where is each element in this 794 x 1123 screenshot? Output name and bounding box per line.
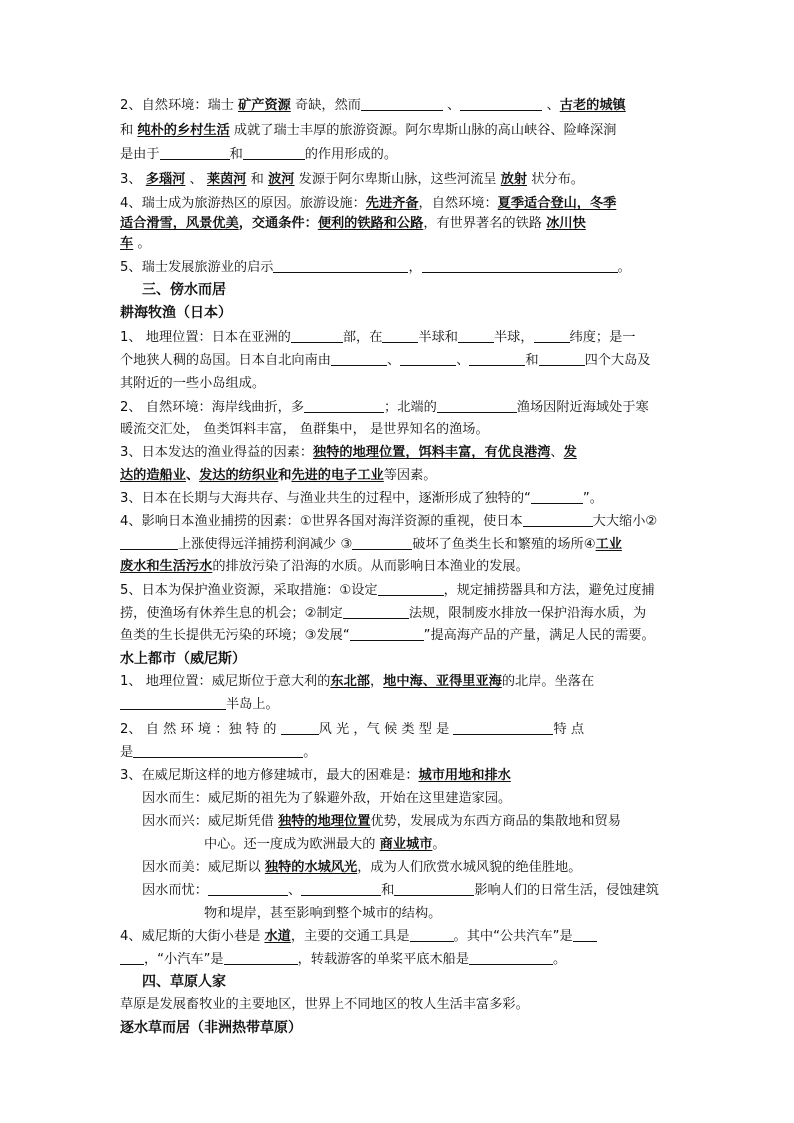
- blank[interactable]: [350, 626, 424, 641]
- line-japan-laws: 捞，使渔场有休养生息的机会；②制定 法规，限制废水排放一保护沿海水质，为: [120, 606, 647, 621]
- line-venice-streets: 4、威尼斯的大街小巷是 水道，主要的交通工具是 。其中“公共汽车”是: [120, 927, 597, 947]
- line-swiss-nature: 2、自然环境：瑞士 矿产资源 奇缺，然而 、 、古老的城镇: [120, 98, 626, 113]
- line-japan-culture: 3、日本在长期与大海共存、与渔业共生的过程中，逐渐形成了独特的“ ”。: [120, 491, 603, 506]
- blank[interactable]: [539, 351, 585, 366]
- blank[interactable]: [469, 351, 525, 366]
- blank[interactable]: [531, 489, 583, 504]
- blank[interactable]: [534, 328, 570, 343]
- line-japan-location: 1、 地理位置：日本在亚洲的 部，在 半球和 半球， 纬度；是一: [120, 330, 636, 345]
- blank[interactable]: [120, 950, 144, 965]
- line-venice-beauty: 因水而美：威尼斯以 独特的水城风光，成为人们欣赏水城风貌的绝佳胜地。: [142, 860, 582, 875]
- blank[interactable]: [281, 720, 319, 735]
- line-japan-measures: 5、日本为保护渔业资源，采取措施：①设定 ，规定捕捞器具和方法，避免过度捕: [120, 583, 655, 598]
- blank[interactable]: [160, 145, 230, 160]
- line-venice-born: 因水而生：威尼斯的祖先为了躲避外敌，开始在这里建造家园。: [142, 791, 512, 806]
- blank[interactable]: [469, 950, 553, 965]
- line-venice-climate: 是 。: [120, 745, 317, 760]
- line-japan-nature: 2、 自然环境：海岸线曲折，多 ；北端的 渔场因附近海域处于寒: [120, 400, 649, 415]
- section-heading-grassland: 四、草原人家: [142, 974, 226, 990]
- line-japan-fishery: 暖流交汇处， 鱼类饵料丰富， 鱼群集中， 是世界知名的渔场。: [120, 422, 489, 437]
- blank[interactable]: [573, 927, 597, 942]
- line-swiss-rural: 和 纯朴的乡村生活 成就了瑞士丰厚的旅游资源。阿尔卑斯山脉的高山峡谷、险峰深涧: [120, 123, 617, 138]
- line-grassland-intro: 草原是发展畜牧业的主要地区，世界上不同地区的牧人生活丰富多彩。: [120, 997, 529, 1012]
- blank[interactable]: [361, 96, 443, 111]
- line-japan-islands: 个地狭人稠的岛国。日本自北向南由 、 、 和 四个大岛及: [120, 353, 651, 368]
- line-japan-industries: 达的造船业、发达的纺织业和先进的电子工业等因素。: [120, 468, 437, 483]
- subheading-japan: 耕海牧渔（日本）: [120, 305, 232, 321]
- line-venice-center: 中心。还一度成为欧洲最大的 商业城市。: [204, 837, 446, 852]
- line-venice-prosper: 因水而兴：威尼斯凭借 独特的地理位置优势，发展成为东西方商品的集散地和贸易: [142, 814, 621, 829]
- line-swiss-lesson: 5、瑞士发展旅游业的启示 ， 。: [120, 260, 631, 275]
- section-heading-waterside: 三、傍水而居: [142, 282, 226, 298]
- blank[interactable]: [453, 720, 553, 735]
- blank[interactable]: [133, 743, 303, 758]
- line-swiss-transport: 适合滑雪，风景优美，交通条件：便利的铁路和公路，有世界著名的铁路 冰川快: [120, 216, 586, 231]
- blank[interactable]: [394, 881, 474, 896]
- line-swiss-tourism: 4、瑞士成为旅游热区的原因。旅游设施：先进齐备，自然环境：夏季适合登山，冬季: [120, 196, 617, 211]
- line-japan-influences: 4、影响日本渔业捕捞的因素：①世界各国对海洋资源的重视，使日本 大大缩小②: [120, 514, 658, 529]
- line-venice-peninsula: 半岛上。: [120, 695, 279, 715]
- blank[interactable]: [410, 927, 454, 942]
- blank[interactable]: [273, 258, 408, 273]
- line-venice-worry: 因水而忧： 、 和 影响人们的日常生活，侵蚀建筑: [142, 883, 659, 898]
- line-venice-location: 1、 地理位置：威尼斯位于意大利的东北部，地中海、亚得里亚海的北岸。坐落在: [120, 674, 595, 689]
- blank[interactable]: [224, 950, 298, 965]
- blank[interactable]: [304, 398, 384, 413]
- line-venice-difficulty: 3、在威尼斯这样的地方修建城市，最大的困难是：城市用地和排水: [120, 768, 511, 783]
- blank[interactable]: [301, 881, 381, 896]
- line-japan-wastewater: 废水和生活污水的排放污染了沿海的水质。从而影响日本渔业的发展。: [120, 559, 529, 574]
- blank[interactable]: [460, 96, 542, 111]
- blank[interactable]: [343, 604, 409, 619]
- blank[interactable]: [378, 581, 444, 596]
- blank[interactable]: [458, 328, 494, 343]
- blank[interactable]: [120, 695, 226, 710]
- blank[interactable]: [291, 328, 343, 343]
- blank[interactable]: [422, 258, 618, 273]
- line-japan-pollution: 上涨使得远洋捕捞利润减少 ③ 破坏了鱼类生长和繁殖的场所④工业: [120, 535, 622, 555]
- blank[interactable]: [400, 351, 456, 366]
- blank[interactable]: [523, 512, 593, 527]
- blank[interactable]: [437, 398, 517, 413]
- blank[interactable]: [331, 351, 387, 366]
- line-swiss-valley: 是由于 和 的作用形成的。: [120, 147, 398, 162]
- blank[interactable]: [382, 328, 418, 343]
- line-japan-develop: 鱼类的生长提供无污染的环境；③发展“ ”提高海产品的产量，满足人民的需要。: [120, 628, 655, 643]
- line-swiss-train: 车 。: [120, 236, 151, 251]
- line-japan-factors: 3、日本发达的渔业得益的因素：独特的地理位置，饵料丰富，有优良港湾、发: [120, 445, 577, 460]
- subheading-africa: 逐水草而居（非洲热带草原）: [120, 1020, 302, 1036]
- subheading-venice: 水上都市（威尼斯）: [120, 651, 246, 667]
- line-swiss-rivers: 3、 多瑙河 、 莱茵河 和 波河 发源于阿尔卑斯山脉，这些河流呈 放射 状分布。: [120, 172, 584, 187]
- line-venice-structure: 物和堤岸，甚至影响到整个城市的结构。: [204, 906, 442, 921]
- line-japan-islets: 其附近的一些小岛组成。: [120, 376, 266, 391]
- line-venice-boats: ，“小汽车”是 ，转载游客的单桨平底木船是 。: [120, 950, 566, 970]
- blank[interactable]: [120, 535, 178, 550]
- line-venice-nature: 2、 自 然 环 境 ：独 特 的 风 光 ，气 候 类 型 是 特 点: [120, 722, 585, 737]
- blank[interactable]: [208, 881, 288, 896]
- blank[interactable]: [243, 145, 305, 160]
- blank[interactable]: [352, 535, 412, 550]
